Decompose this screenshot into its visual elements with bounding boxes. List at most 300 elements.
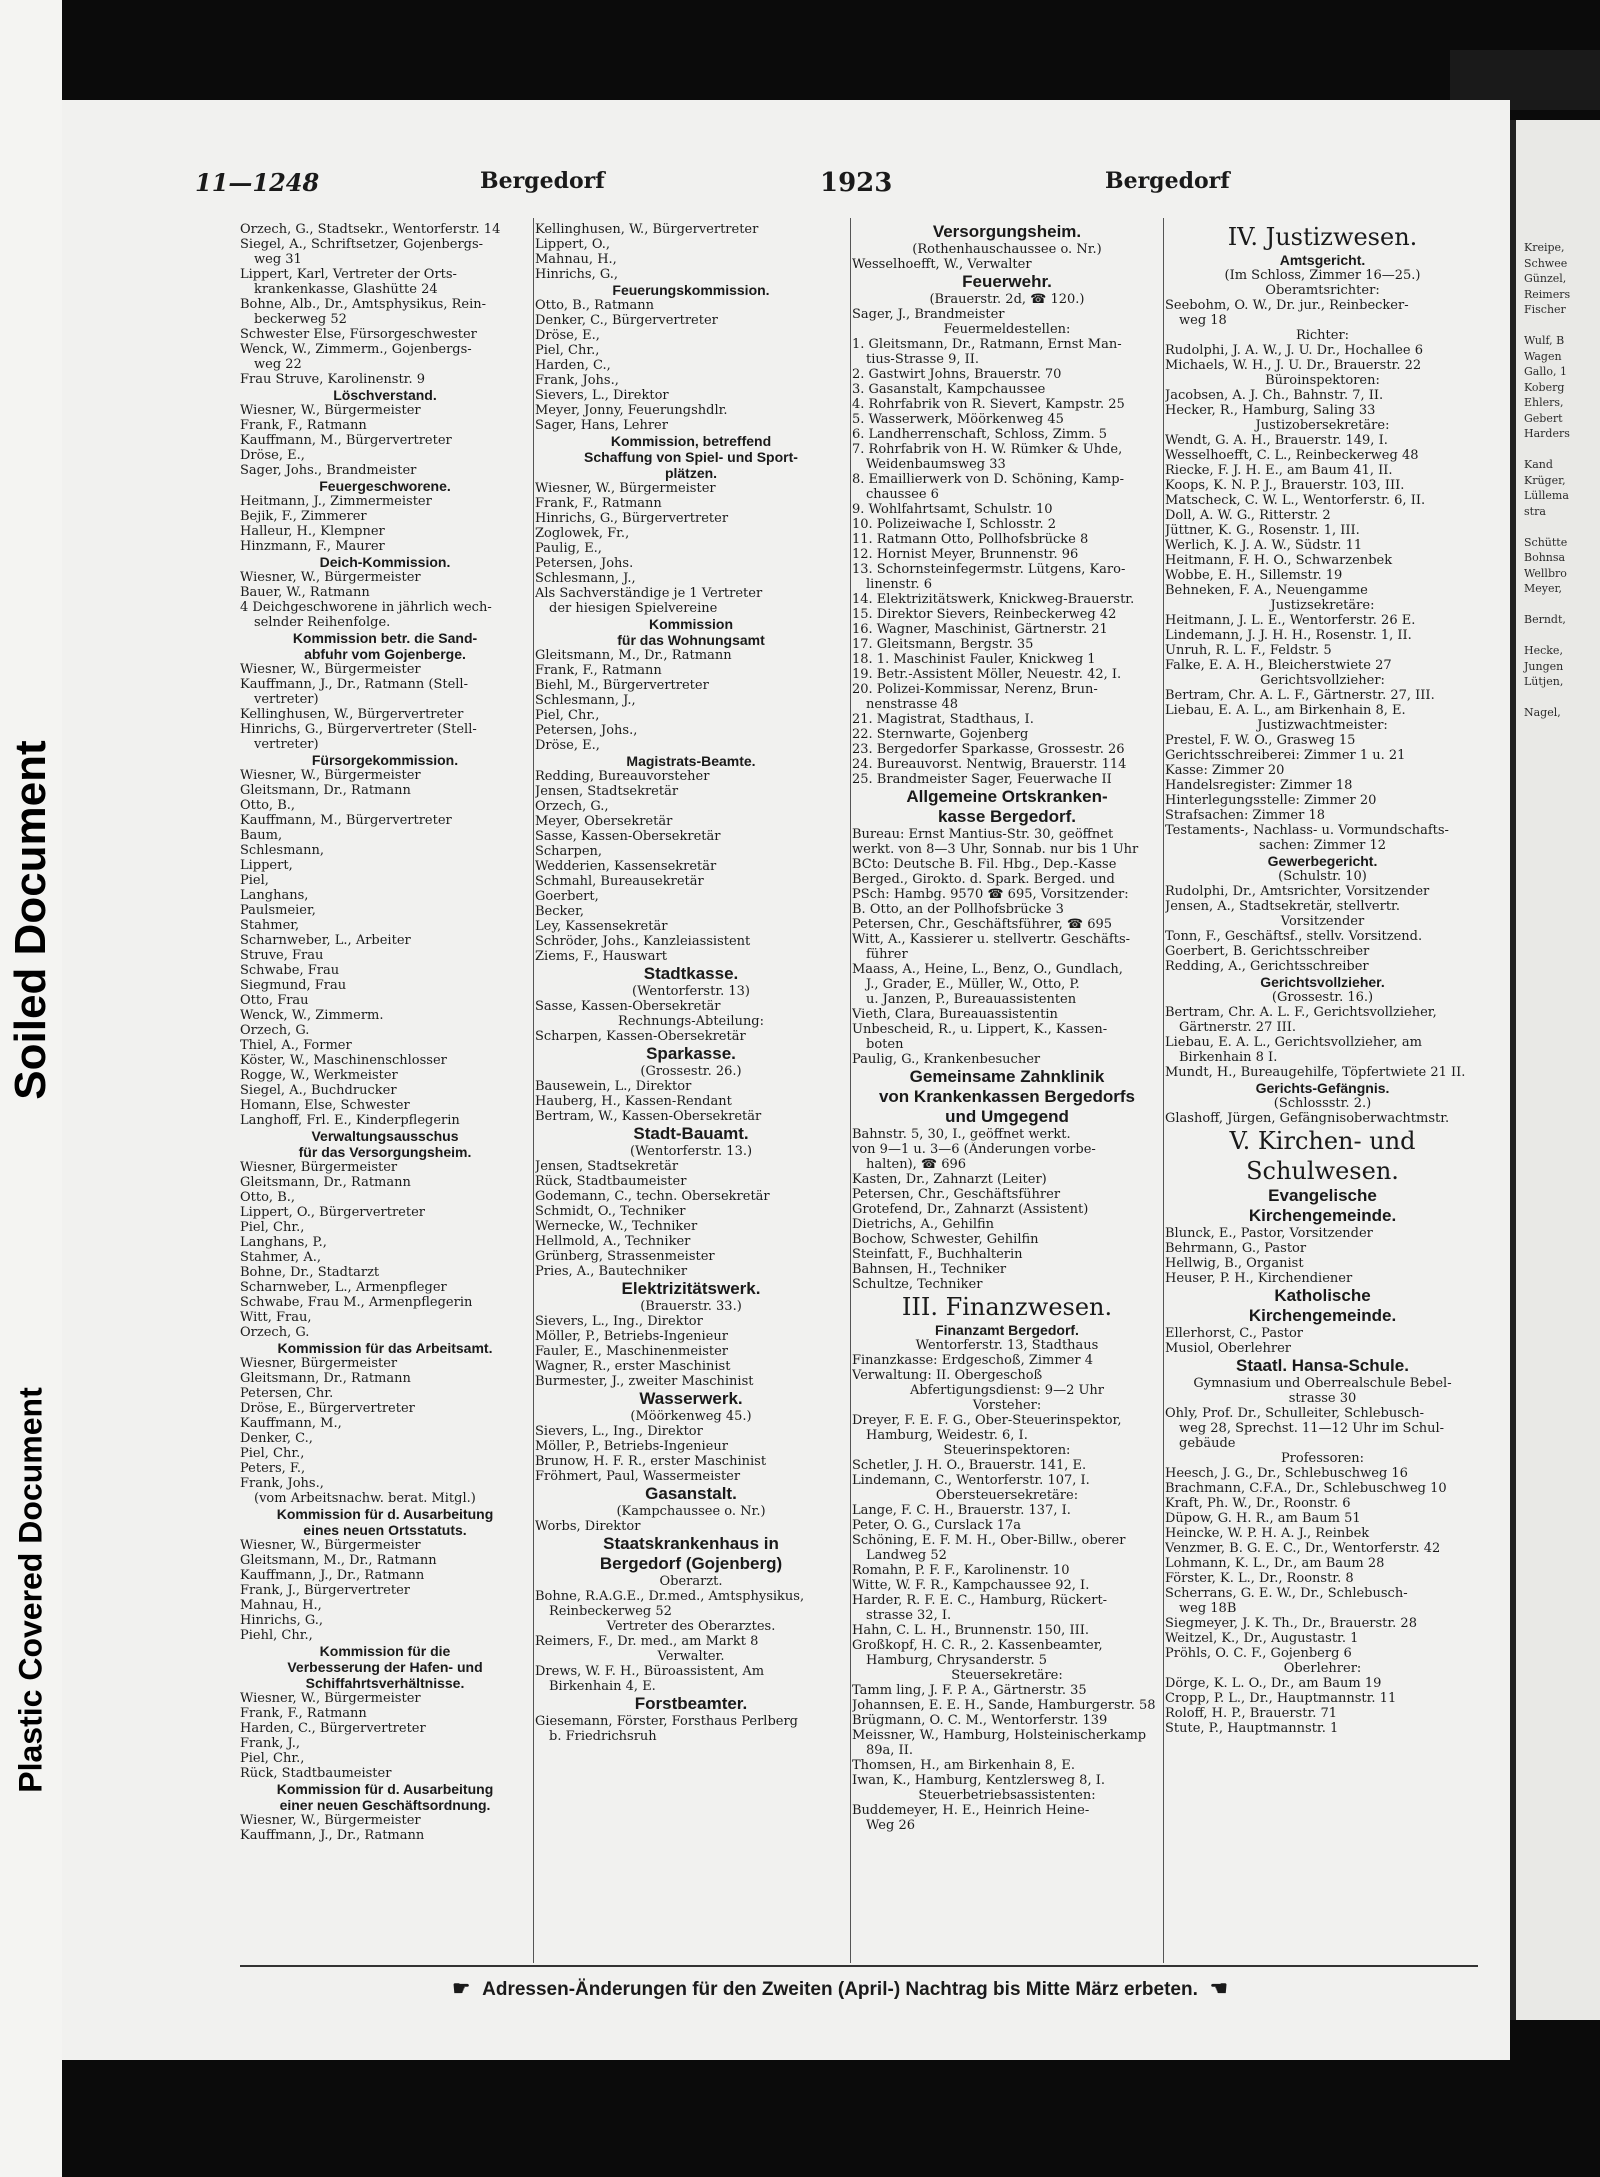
entry-line: Witt, Frau, <box>240 1310 312 1325</box>
entry-line: Bohne, R.A.G.E., Dr.med., Amtsphysikus, <box>535 1589 805 1604</box>
column-divider <box>533 218 534 1963</box>
entry-line: Scharnweber, L., Armenpfleger <box>240 1280 447 1295</box>
entry-line: Wiesner, Bürgermeister <box>240 1356 398 1371</box>
entry-line: Wesselhoefft, W., Verwalter <box>852 257 1032 272</box>
entry-line: Bauer, W., Ratmann <box>240 585 370 600</box>
entry-continuation: u. Janzen, P., Bureauassistenten <box>866 992 1077 1007</box>
entry-line: Goerbert, <box>535 889 599 904</box>
entry-line: Siegmund, Frau <box>240 978 347 993</box>
entry-line: Frau Struve, Karolinenstr. 9 <box>240 372 425 387</box>
subheading: Oberamtsrichter: <box>1265 283 1380 298</box>
subheading: Justizobersekretäre: <box>1255 418 1390 433</box>
entry-line: Gleitsmann, M., Dr., Ratmann <box>535 648 732 663</box>
footer-text: Adressen-Änderungen für den Zweiten (April-) Nachtrag bis Mitte März erbeten. <box>482 1979 1198 2000</box>
entry-line: 5. Wasserwerk, Möörkenweg 45 <box>852 412 1064 427</box>
entry-line: Denker, C., <box>240 1431 313 1446</box>
entry-line: Giesemann, Förster, Forsthaus Perlberg <box>535 1714 799 1729</box>
entry-line: Harder, R. F. E. C., Hamburg, Rückert- <box>852 1593 1108 1608</box>
entry-line: Bejik, F., Zimmerer <box>240 509 367 524</box>
entry-continuation: weg 18 <box>1179 313 1227 328</box>
entry-line: Kasten, Dr., Zahnarzt (Leiter) <box>852 1172 1047 1187</box>
section-heading: Stadt-Bauamt. <box>633 1124 749 1143</box>
entry-line: Wernecke, W., Techniker <box>535 1219 698 1234</box>
entry-line: 11. Ratmann Otto, Pollhofsbrücke 8 <box>852 532 1089 547</box>
entry-line: Hinrichs, G., <box>535 267 619 282</box>
entry-line: Tamm ling, J. F. P. A., Gärtnerstr. 35 <box>852 1683 1087 1698</box>
section-heading: Gerichtsvollzieher. <box>1260 974 1385 990</box>
entry-continuation: Weg 26 <box>866 1818 915 1833</box>
section-heading: Gemeinsame Zahnklinik <box>909 1067 1105 1086</box>
section-heading: Fürsorgekommission. <box>311 752 459 768</box>
entry-continuation: (vom Arbeitsnachw. berat. Mitgl.) <box>254 1491 476 1506</box>
section-heading: Stadtkasse. <box>643 964 739 983</box>
entry-line: Dörge, K. L. O., Dr., am Baum 19 <box>1165 1676 1382 1691</box>
entry-line: Mahnau, H., <box>240 1598 322 1613</box>
entry-line: Otto, B., Ratmann <box>535 298 655 313</box>
entry-line: Falke, E. A. H., Bleicherstwiete 27 <box>1165 658 1392 673</box>
entry-line: Schwester Else, Fürsorgeschwester <box>240 327 477 342</box>
entry-line: Gleitsmann, Dr., Ratmann <box>240 1175 411 1190</box>
entry-continuation: führer <box>866 947 908 962</box>
entry-line: Heincke, W. P. H. A. J., Reinbek <box>1165 1526 1370 1541</box>
entry-line: Peter, O. G., Curslack 17a <box>852 1518 1021 1533</box>
entry-line: Sager, Johs., Brandmeister <box>240 463 417 478</box>
entry-line: Redding, A., Gerichtsschreiber <box>1165 959 1369 974</box>
entry-line: Frank, F., Ratmann <box>240 1706 367 1721</box>
entry-line: Wiesner, W., Bürgermeister <box>240 662 421 677</box>
subheading: Steuerinspektoren: <box>943 1443 1071 1458</box>
entry-line: 21. Magistrat, Stadthaus, I. <box>852 712 1034 727</box>
entry-line: Cropp, P. L., Dr., Hauptmannstr. 11 <box>1165 1691 1397 1706</box>
section-heading: Elektrizitätswerk. <box>621 1279 761 1298</box>
entry-continuation: linenstr. 6 <box>866 577 932 592</box>
entry-line: Wenck, W., Zimmerm., Gojenbergs- <box>240 342 472 357</box>
entry-line: Doll, A. W. G., Ritterstr. 2 <box>1165 508 1331 523</box>
entry-line: Ziems, F., Hauswart <box>535 949 667 964</box>
entry-line: 18. 1. Maschinist Fauler, Knickweg 1 <box>852 652 1096 667</box>
entry-line: 23. Bergedorfer Sparkasse, Grossestr. 26 <box>852 742 1125 757</box>
entry-line: Rück, Stadtbaumeister <box>240 1766 392 1781</box>
entry-line: Siegmeyer, J. K. Th., Dr., Brauerstr. 28 <box>1165 1616 1417 1631</box>
entry-line: Hinterlegungsstelle: Zimmer 20 <box>1165 793 1377 808</box>
entry-line: Schöning, E. F. M. H., Ober-Billw., oberer <box>852 1533 1126 1548</box>
entry-line: Frank, Johs., <box>535 373 619 388</box>
entry-line: Testaments-, Nachlass- u. Vormundschafts- <box>1165 823 1449 838</box>
entry-line: Otto, B., <box>240 1190 296 1205</box>
entry-line: Wobbe, E. H., Sillemstr. 19 <box>1165 568 1343 583</box>
entry-line: Bertram, W., Kassen-Obersekretär <box>535 1109 762 1124</box>
entry-line: Harden, C., <box>535 358 611 373</box>
entry-line: 13. Schornsteinfegermstr. Lütgens, Karo- <box>852 562 1126 577</box>
column-4 <box>1165 222 1480 1960</box>
entry-line: Jensen, A., Stadtsekretär, stellvertr. <box>1165 899 1400 914</box>
entry-line: Förster, K. L., Dr., Roonstr. 8 <box>1165 1571 1354 1586</box>
section-heading: Bergedorf (Gojenberg) <box>599 1554 783 1573</box>
subheading: Vorsteher: <box>972 1398 1042 1413</box>
entry-line: Piel, Chr., <box>240 1220 305 1235</box>
entry-line: Langhans, P., <box>240 1235 327 1250</box>
subheading: Gymnasium und Oberrealschule Bebel- <box>1193 1376 1452 1391</box>
entry-line: Worbs, Direktor <box>535 1519 641 1534</box>
section-heading: Kirchengemeinde. <box>1248 1306 1397 1325</box>
entry-continuation: weg 31 <box>254 252 302 267</box>
entry-line: 4. Rohrfabrik von R. Sievert, Kampstr. 25 <box>852 397 1125 412</box>
entry-line: Siegel, A., Buchdrucker <box>240 1083 397 1098</box>
section-heading: Allgemeine Ortskranken- <box>906 787 1108 806</box>
entry-line: Michaels, W. H., J. U. Dr., Brauerstr. 22 <box>1165 358 1422 373</box>
section-heading: Kommission für d. Ausarbeitung <box>276 1506 494 1522</box>
entry-line: Schwabe, Frau <box>240 963 340 978</box>
subheading: (Grossestr. 16.) <box>1271 990 1374 1005</box>
entry-line: Jacobsen, A. J. Ch., Bahnstr. 7, II. <box>1165 388 1384 403</box>
entry-line: Liebau, E. A. L., Gerichtsvollzieher, am <box>1165 1035 1423 1050</box>
entry-line: Als Sachverständige je 1 Vertreter <box>535 586 763 601</box>
entry-line: Heitmann, J., Zimmermeister <box>240 494 432 509</box>
entry-line: Wiesner, W., Bürgermeister <box>240 1813 421 1828</box>
entry-line: Wiesner, W., Bürgermeister <box>240 768 421 783</box>
entry-line: Peters, F., <box>240 1461 306 1476</box>
entry-line: Hecker, R., Hamburg, Saling 33 <box>1165 403 1376 418</box>
entry-continuation: weg 28, Sprechst. 11—12 Uhr im Schul- <box>1179 1421 1445 1436</box>
entry-continuation: vertreter) <box>254 737 319 752</box>
entry-line: Witt, A., Kassierer u. stellvertr. Geschäfts- <box>852 932 1131 947</box>
section-heading: Kommission, betreffend <box>610 433 772 449</box>
entry-line: Wiesner, W., Bürgermeister <box>240 570 421 585</box>
entry-continuation: vertreter) <box>254 692 319 707</box>
entry-line: 17. Gleitsmann, Bergstr. 35 <box>852 637 1034 652</box>
entry-line: Kraft, Ph. W., Dr., Roonstr. 6 <box>1165 1496 1351 1511</box>
entry-line: werkt. von 8—3 Uhr, Sonnab. nur bis 1 Uhr <box>852 842 1139 857</box>
entry-line: Behrmann, G., Pastor <box>1165 1241 1307 1256</box>
entry-line: Brügmann, O. C. M., Wentorferstr. 139 <box>852 1713 1108 1728</box>
entry-line: Langhans, <box>240 888 309 903</box>
entry-line: Roloff, H. P., Brauerstr. 71 <box>1165 1706 1338 1721</box>
entry-line: Gleitsmann, Dr., Ratmann <box>240 1371 411 1386</box>
entry-line: Bohne, Dr., Stadtarzt <box>240 1265 380 1280</box>
entry-line: Petersen, Chr., Geschäftsführer <box>852 1187 1061 1202</box>
entry-line: Harden, C., Bürgervertreter <box>240 1721 426 1736</box>
entry-line: Matscheck, C. W. L., Wentorferstr. 6, II. <box>1165 493 1426 508</box>
section-heading: Verwaltungsausschus <box>311 1128 459 1144</box>
entry-line: Dreyer, F. E. F. G., Ober-Steuerinspektor, <box>852 1413 1122 1428</box>
entry-line: 4 Deichgeschworene in jährlich wech- <box>240 600 492 615</box>
entry-line: 12. Hornist Meyer, Brunnenstr. 96 <box>852 547 1079 562</box>
subheading: Gerichtsvollzieher: <box>1260 673 1385 688</box>
entry-line: Blunck, E., Pastor, Vorsitzender <box>1165 1226 1373 1241</box>
entry-line: Scharpen, Kassen-Obersekretär <box>535 1029 746 1044</box>
chapter-heading: Schulwesen. <box>1246 1157 1399 1185</box>
entry-line: Hauberg, H., Kassen-Rendant <box>535 1094 732 1109</box>
running-header <box>195 168 1475 202</box>
entry-line: B. Otto, an der Pollhofsbrücke 3 <box>852 902 1064 917</box>
footer-notice <box>340 1976 1340 2001</box>
column-divider <box>850 218 851 1963</box>
entry-line: Wiesner, W., Bürgermeister <box>240 1538 421 1553</box>
entry-line: 8. Emaillierwerk von D. Schöning, Kamp- <box>852 472 1124 487</box>
entry-continuation: krankenkasse, Glashütte 24 <box>254 282 438 297</box>
entry-line: Paulsmeier, <box>240 903 316 918</box>
entry-line: Sasse, Kassen-Obersekretär <box>535 999 721 1014</box>
entry-line: Sievers, L., Ing., Direktor <box>535 1424 703 1439</box>
entry-line: Petersen, Chr. <box>240 1386 334 1401</box>
facing-page-text: Kreipe, Schwee Günzel, Reimers Fischer Wulf, B Wagen Gallo, 1 Koberg Ehlers, Gebert Harders Kand Krüger, Lüllema stra Schütte Bohnsa Wellbro Meyer, Berndt, Hecke, Jungen Lütjen, Nagel, <box>1524 241 1571 719</box>
entry-line: Piel, Chr., <box>240 1446 305 1461</box>
column-2 <box>535 222 847 1960</box>
entry-continuation: strasse 32, I. <box>866 1608 952 1623</box>
section-heading: Gerichts-Gefängnis. <box>1255 1080 1390 1096</box>
entry-line: Kellinghusen, W., Bürgervertreter <box>535 222 759 237</box>
entry-line: Meissner, W., Hamburg, Holsteinischerkamp <box>852 1728 1147 1743</box>
entry-line: Scherrans, G. E. W., Dr., Schlebusch- <box>1165 1586 1408 1601</box>
entry-line: Siegel, A., Schriftsetzer, Gojenbergs- <box>240 237 484 252</box>
entry-line: Handelsregister: Zimmer 18 <box>1165 778 1353 793</box>
entry-continuation: Birkenhain 8 I. <box>1179 1050 1278 1065</box>
entry-continuation: Landweg 52 <box>866 1548 947 1563</box>
section-heading: Evangelische <box>1268 1186 1377 1205</box>
entry-line: Dietrichs, A., Gehilfin <box>852 1217 995 1232</box>
section-heading: Feuerwehr. <box>962 272 1052 291</box>
section-heading: Wasserwerk. <box>639 1389 743 1408</box>
entry-line: Steinfatt, F., Buchhalterin <box>852 1247 1023 1262</box>
entry-line: Dröse, E., <box>240 448 305 463</box>
entry-line: Prestel, F. W. O., Grasweg 15 <box>1165 733 1356 748</box>
entry-line: Schlesmann, J., <box>535 693 636 708</box>
entry-line: Hinrichs, G., Bürgervertreter (Stell- <box>240 722 477 737</box>
subheading: Oberlehrer: <box>1283 1661 1362 1676</box>
entry-line: Orzech, G. <box>240 1023 310 1038</box>
entry-line: Liebau, E. A. L., am Birkenhain 8, E. <box>1165 703 1406 718</box>
entry-line: Schwabe, Frau M., Armenpflegerin <box>240 1295 473 1310</box>
subheading: (Schulstr. 10) <box>1278 869 1367 884</box>
entry-line: Koops, K. N. P. J., Brauerstr. 103, III. <box>1165 478 1405 493</box>
entry-line: Meyer, Obersekretär <box>535 814 673 829</box>
entry-line: Otto, Frau <box>240 993 309 1008</box>
plastic-covered-label: Plastic Covered Document <box>12 1387 49 1793</box>
entry-line: Iwan, K., Hamburg, Kentzlersweg 8, I. <box>852 1773 1105 1788</box>
entry-line: Stahmer, A., <box>240 1250 321 1265</box>
section-heading: Gewerbegericht. <box>1267 853 1378 869</box>
entry-line: Frank, Johs., <box>240 1476 324 1491</box>
entry-line: Bohne, Alb., Dr., Amtsphysikus, Rein- <box>240 297 487 312</box>
entry-line: Weitzel, K., Dr., Augustastr. 1 <box>1165 1631 1359 1646</box>
entry-line: Bureau: Ernst Mantius-Str. 30, geöffnet <box>852 827 1114 842</box>
entry-line: Struve, Frau <box>240 948 324 963</box>
entry-continuation: weg 22 <box>254 357 302 372</box>
entry-line: Paulig, E., <box>535 541 602 556</box>
column-3 <box>852 222 1162 1960</box>
section-heading: Katholische <box>1274 1286 1371 1305</box>
entry-line: Heesch, J. G., Dr., Schlebuschweg 16 <box>1165 1466 1408 1481</box>
entry-line: Frank, J., Bürgervertreter <box>240 1583 410 1598</box>
subheading: (Möörkenweg 45.) <box>630 1409 752 1424</box>
entry-line: Biehl, M., Bürgervertreter <box>535 678 709 693</box>
entry-line: 19. Betr.-Assistent Möller, Neuestr. 42, I. <box>852 667 1122 682</box>
entry-line: Becker, <box>535 904 585 919</box>
entry-continuation: Birkenhain 4, E. <box>549 1679 656 1694</box>
entry-line: Hinrichs, G., Bürgervertreter <box>535 511 729 526</box>
entry-line: Orzech, G., Stadtsekr., Wentorferstr. 14 <box>240 222 501 237</box>
entry-line: 2. Gastwirt Johns, Brauerstr. 70 <box>852 367 1062 382</box>
section-heading: Finanzamt Bergedorf. <box>935 1322 1079 1338</box>
entry-line: Kellinghusen, W., Bürgervertreter <box>240 707 464 722</box>
entry-line: Baum, <box>240 828 283 843</box>
entry-line: Kauffmann, J., Dr., Ratmann <box>240 1828 425 1843</box>
entry-continuation: b. Friedrichsruh <box>549 1729 657 1744</box>
subheading: (Schlossstr. 2.) <box>1273 1096 1372 1111</box>
entry-line: Glashoff, Jürgen, Gefängnisoberwachtmstr. <box>1165 1111 1450 1126</box>
entry-line: Romahn, P. F. F., Karolinenstr. 10 <box>852 1563 1070 1578</box>
entry-line: Lippert, <box>240 858 293 873</box>
entry-line: Lohmann, K. L., Dr., am Baum 28 <box>1165 1556 1385 1571</box>
entry-line: Petersen, Johs., <box>535 723 638 738</box>
entry-line: Vieth, Clara, Bureauassistentin <box>852 1007 1058 1022</box>
entry-line: Hellwig, B., Organist <box>1165 1256 1304 1271</box>
entry-line: 10. Polizeiwache I, Schlosstr. 2 <box>852 517 1057 532</box>
entry-line: Langhoff, Frl. E., Kinderpflegerin <box>240 1113 460 1128</box>
entry-line: Denker, C., Bürgervertreter <box>535 313 718 328</box>
entry-line: Ley, Kassensekretär <box>535 919 668 934</box>
subheading: Justizsekretäre: <box>1270 598 1375 613</box>
entry-continuation: chaussee 6 <box>866 487 939 502</box>
entry-continuation: beckerweg 52 <box>254 312 347 327</box>
subheading: strasse 30 <box>1288 1391 1357 1406</box>
entry-line: Goerbert, B. Gerichtsschreiber <box>1165 944 1370 959</box>
entry-line: BCto: Deutsche B. Fil. Hbg., Dep.-Kasse <box>852 857 1117 872</box>
entry-continuation: Gärtnerstr. 27 III. <box>1179 1020 1297 1035</box>
section-heading: Löschverstand. <box>333 387 437 403</box>
entry-continuation: selnder Reihenfolge. <box>254 615 391 630</box>
entry-line: Schultze, Techniker <box>852 1277 983 1292</box>
entry-continuation: der hiesigen Spielvereine <box>549 601 718 616</box>
page-number: 11—1248 <box>195 168 320 197</box>
entry-line: Maass, A., Heine, L., Benz, O., Gundlach, <box>852 962 1123 977</box>
entry-line: Gleitsmann, M., Dr., Ratmann <box>240 1553 437 1568</box>
entry-line: Frank, F., Ratmann <box>535 496 662 511</box>
entry-line: Piel, Chr., <box>535 343 600 358</box>
pointing-hand-icon: ☚ <box>1209 1978 1228 2000</box>
entry-continuation: tius-Strasse 9, II. <box>866 352 980 367</box>
entry-line: Pries, A., Bautechniker <box>535 1264 688 1279</box>
header-year: 1923 <box>820 168 893 198</box>
entry-line: Jensen, Stadtsekretär <box>535 1159 679 1174</box>
section-heading: Amtsgericht. <box>1279 252 1366 268</box>
entry-line: Piel, <box>240 873 269 888</box>
column-divider <box>1163 218 1164 1963</box>
soiled-document-label: Soiled Document <box>6 740 55 1100</box>
entry-line: Frank, F., Ratmann <box>240 418 367 433</box>
entry-line: Piel, Chr., <box>240 1751 305 1766</box>
entry-line: Frank, F., Ratmann <box>535 663 662 678</box>
pointing-hand-icon: ☛ <box>452 1978 471 2000</box>
subheading: (Kampchaussee o. Nr.) <box>616 1504 766 1519</box>
entry-line: Pröhls, O. C. F., Gojenberg 6 <box>1165 1646 1352 1661</box>
footer-rule <box>240 1965 1478 1967</box>
entry-line: Orzech, G. <box>240 1325 310 1340</box>
entry-line: Zoglowek, Fr., <box>535 526 630 541</box>
section-heading: für das Versorgungsheim. <box>298 1144 472 1160</box>
entry-continuation: Weidenbaumsweg 33 <box>866 457 1006 472</box>
entry-continuation: J., Grader, E., Müller, W., Otto, P. <box>866 977 1080 992</box>
entry-continuation: gebäude <box>1179 1436 1236 1451</box>
section-heading: Feuerungskommission. <box>612 282 770 298</box>
entry-line: Heuser, P. H., Kirchendiener <box>1165 1271 1353 1286</box>
section-heading: kasse Bergedorf. <box>938 807 1076 826</box>
entry-line: Sasse, Kassen-Obersekretär <box>535 829 721 844</box>
entry-line: Kauffmann, M., <box>240 1416 342 1431</box>
entry-line: Hinrichs, G., <box>240 1613 324 1628</box>
entry-line: Schlesmann, <box>240 843 325 858</box>
entry-line: Hahn, C. L. H., Brunnenstr. 150, III. <box>852 1623 1089 1638</box>
entry-line: Brunow, H. F. R., erster Maschinist <box>535 1454 767 1469</box>
entry-line: Wendt, G. A. H., Brauerstr. 149, I. <box>1165 433 1388 448</box>
entry-line: Petersen, Johs. <box>535 556 634 571</box>
entry-line: Wenck, W., Zimmerm. <box>240 1008 384 1023</box>
entry-line: von 9—1 u. 3—6 (Änderungen vorbe- <box>852 1142 1096 1157</box>
entry-line: Stute, P., Hauptmannstr. 1 <box>1165 1721 1339 1736</box>
entry-line: Piehl, Chr., <box>240 1628 313 1643</box>
entry-line: Möller, P., Betriebs-Ingenieur <box>535 1439 728 1454</box>
section-heading: Magistrats-Beamte. <box>626 753 756 769</box>
section-heading: Feuergeschworene. <box>319 478 451 494</box>
entry-line: Bahnsen, H., Techniker <box>852 1262 1007 1277</box>
entry-line: Schmidt, O., Techniker <box>535 1204 686 1219</box>
entry-line: Jüttner, K. G., Rosenstr. 1, III. <box>1165 523 1360 538</box>
chapter-heading: V. Kirchen- und <box>1229 1127 1416 1155</box>
entry-line: PSch: Hambg. 9570 ☎ 695, Vorsitzender: <box>852 887 1129 902</box>
entry-line: 7. Rohrfabrik von H. W. Rümker & Uhde, <box>852 442 1123 457</box>
section-heading: von Krankenkassen Bergedorfs <box>878 1087 1136 1106</box>
entry-line: Möller, P., Betriebs-Ingenieur <box>535 1329 728 1344</box>
entry-line: Otto, B., <box>240 798 296 813</box>
entry-line: Reimers, F., Dr. med., am Markt 8 <box>535 1634 759 1649</box>
entry-line: Tonn, F., Geschäftsf., stellv. Vorsitzend. <box>1165 929 1423 944</box>
entry-line: Buddemeyer, H. E., Heinrich Heine- <box>852 1803 1090 1818</box>
subheading: Oberarzt. <box>659 1574 723 1589</box>
entry-line: Kauffmann, M., Bürgervertreter <box>240 813 452 828</box>
entry-line: Mundt, H., Bureaugehilfe, Töpfertwiete 21 II. <box>1165 1065 1466 1080</box>
entry-line: Meyer, Jonny, Feuerungshdlr. <box>535 403 728 418</box>
entry-continuation: boten <box>866 1037 904 1052</box>
entry-line: Brachmann, C.F.A., Dr., Schlebuschweg 10 <box>1165 1481 1447 1496</box>
entry-line: Grünberg, Strassenmeister <box>535 1249 715 1264</box>
entry-line: 22. Sternwarte, Gojenberg <box>852 727 1029 742</box>
entry-continuation: Reinbeckerweg 52 <box>549 1604 672 1619</box>
section-heading: Kirchengemeinde. <box>1248 1206 1397 1225</box>
entry-line: Lange, F. C. H., Brauerstr. 137, I. <box>852 1503 1071 1518</box>
subheading: Justizwachtmeister: <box>1257 718 1388 733</box>
header-right-title: Bergedorf <box>1105 168 1230 194</box>
entry-line: Lindemann, C., Wentorferstr. 107, I. <box>852 1473 1090 1488</box>
entry-line: Kasse: Zimmer 20 <box>1165 763 1285 778</box>
entry-line: Scharnweber, L., Arbeiter <box>240 933 411 948</box>
entry-line: Witte, W. F. R., Kampchaussee 92, I. <box>852 1578 1090 1593</box>
section-heading: Kommission für d. Ausarbeitung <box>276 1781 494 1797</box>
subheading: Vertreter des Oberarztes. <box>606 1619 776 1634</box>
entry-line: Bertram, Chr. A. L. F., Gerichtsvollzieher, <box>1165 1005 1437 1020</box>
entry-line: Lippert, O., Bürgervertreter <box>240 1205 426 1220</box>
entry-line: Ellerhorst, C., Pastor <box>1165 1326 1304 1341</box>
subheading: sachen: Zimmer 12 <box>1258 838 1387 853</box>
entry-line: Venzmer, B. G. E. C., Dr., Wentorferstr. 42 <box>1165 1541 1441 1556</box>
entry-line: Großkopf, H. C. R., 2. Kassenbeamter, <box>852 1638 1103 1653</box>
entry-line: 24. Bureauvorst. Nentwig, Brauerstr. 114 <box>852 757 1127 772</box>
entry-continuation: weg 18B <box>1179 1601 1237 1616</box>
entry-line: Sager, Hans, Lehrer <box>535 418 668 433</box>
entry-line: Seebohm, O. W., Dr. jur., Reinbecker- <box>1165 298 1409 313</box>
entry-line: Werlich, K. J. A. W., Südstr. 11 <box>1165 538 1363 553</box>
entry-line: Sager, J., Brandmeister <box>852 307 1005 322</box>
entry-line: Stahmer, <box>240 918 300 933</box>
